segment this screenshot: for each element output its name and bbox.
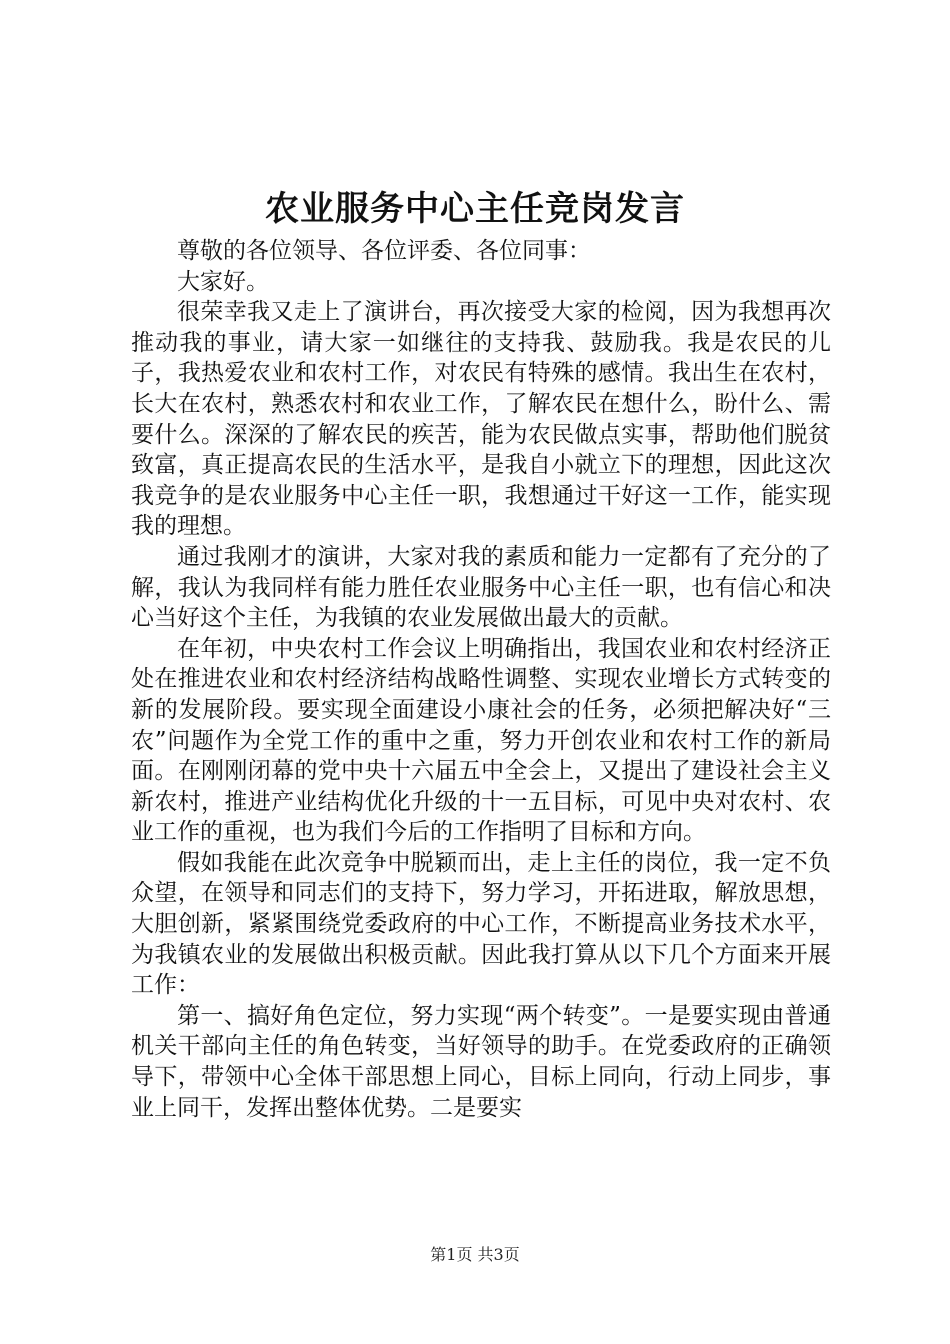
paragraph: 在年初，中央农村工作会议上明确指出，我国农业和农村经济正处在推进农业和农村经济结构战略性调整、实现农业增长方式转变的新的发展阶段。要实现全面建设小康社会的任务，必须把解决好“三农”问题作为全党工作的重中之重，努力开创农业和农村工作的新局面。在刚刚闭幕的党中央十六届五中全会上，又提出了建设社会主义新农村，推进产业结构优化升级的十一五目标，可见中央对农村、农业工作的重视，也为我们今后的工作指明了目标和方向。: [131, 635, 831, 846]
document-title: 农业服务中心主任竞岗发言: [265, 189, 685, 229]
paragraph: 第一、搞好角色定位，努力实现“两个转变”。一是要实现由普通机关干部向主任的角色转变，当好领导的助手。在党委政府的正确领导下，带领中心全体干部思想上同心，目标上同向，行动上同步，事业上同干，发挥出整体优势。二是要实: [131, 1002, 831, 1121]
paragraph: 假如我能在此次竞争中脱颖而出，走上主任的岗位，我一定不负众望，在领导和同志们的支持下，努力学习，开拓进取，解放思想，大胆创新，紧紧围绕党委政府的中心工作，不断提高业务技术水平，为我镇农业的发展做出积极贡献。因此我打算从以下几个方面来开展工作：: [131, 849, 831, 999]
paragraph: 很荣幸我又走上了演讲台，再次接受大家的检阅，因为我想再次推动我的事业，请大家一如继往的支持我、鼓励我。我是农民的儿子，我热爱农业和农村工作，对农民有特殊的感情。我出生在农村，长大在农村，熟悉农村和农业工作，了解农民在想什么，盼什么、需要什么。深深的了解农民的疾苦，能为农民做点实事，帮助他们脱贫致富，真正提高农民的生活水平，是我自小就立下的理想，因此这次我竞争的是农业服务中心主任一职，我想通过干好这一工作，能实现我的理想。: [131, 299, 831, 540]
greeting: 大家好。: [177, 268, 269, 295]
salutation: 尊敬的各位领导、各位评委、各位同事：: [177, 238, 591, 264]
paragraph: 通过我刚才的演讲，大家对我的素质和能力一定都有了充分的了解，我认为我同样有能力胜任农业服务中心主任一职，也有信心和决心当好这个主任，为我镇的农业发展做出最大的贡献。: [131, 543, 831, 632]
page-number-footer: 第1页 共3页: [430, 1245, 520, 1264]
document-body: [131, 236, 831, 1123]
